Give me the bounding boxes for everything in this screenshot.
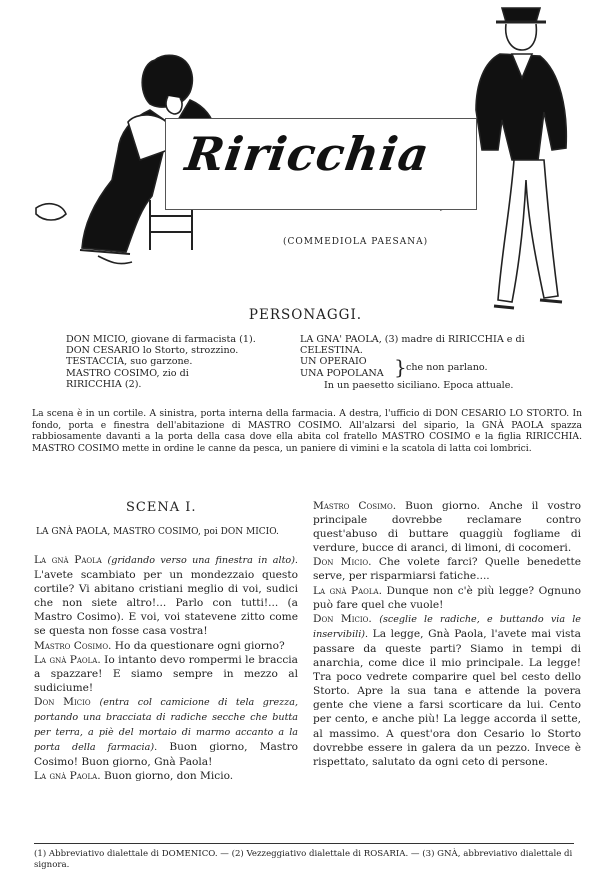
cast-item: DON MICIO, giovane di farmacista (1). [66, 334, 256, 345]
stage-direction-inline: (gridando verso una finestra in alto). [107, 555, 298, 566]
footnote-rule [34, 843, 574, 844]
speaker-name: Mastro Cosimo. [313, 500, 397, 512]
setting-line: In un paesetto siciliano. Epoca attuale. [324, 380, 514, 391]
cast-item: RIRICCHIA (2). [66, 378, 142, 390]
dialogue-column-left [34, 553, 298, 784]
cast-list-left [66, 334, 296, 390]
dialogue-text: Buon giorno, Mastro Cosimo! Buon giorno, Gnà Paola! [34, 741, 299, 769]
speaker-name: La gnà Paola. [313, 584, 382, 597]
speaker-name: Don Micio [34, 695, 91, 708]
speaker-name: La gnà Paola. [34, 770, 101, 783]
dialogue-text: Ho da questionare ogni giorno? [111, 639, 285, 652]
cast-item: UN OPERAIO [300, 356, 367, 368]
footnotes: (1) Abbreviativo dialettale di DOMENICO. — (2) Vezzeggiativo dialettale di ROSARIA. — (3) GNÀ, abbreviativo dialettale di signora. [34, 849, 573, 870]
dialogue-text: Buon giorno, don Micio. [100, 770, 234, 783]
dialogue-line [34, 639, 298, 653]
dialogue-line [313, 612, 581, 769]
dialogue-line [34, 769, 298, 783]
play-subtitle: (COMMEDIOLA PAESANA) [283, 237, 429, 247]
dialogue-line [34, 695, 298, 769]
dialogue-text: La legge, Gnà Paola, l'avete mai vista passare da queste parti? Siamo in tempi di anarchia, come dice il mio principale. La legge! Tra poco vedrete comparire quel bel cesto dello Storto. Apre la sua tana e attende la povera gente che viene a farsi scorticare da lui. Cento per cento, e anche più! La legge accorda il sette, al massimo. A quest'ora don Cesario lo Storto dovrebbe essere in galera da un pezzo. Invece è rispettato, salutato da ogni ceto di persone. [313, 627, 581, 768]
cast-item: LA GNA' PAOLA, (3) madre di RIRICCHIA e di [300, 334, 525, 345]
dialogue-line [34, 653, 298, 695]
speaker-name: Mastro Cosimo. [34, 639, 112, 652]
cast-note: che non parlano. [406, 362, 488, 373]
personaggi-heading: PERSONAGGI. [248, 307, 363, 323]
stage-direction-inline: (sceglie le radiche, e buttando via le inservibili). [313, 613, 581, 640]
speaker-name: La gnà Paola [34, 554, 102, 566]
stage-direction: La scena è in un cortile. A sinistra, porta interna della farmacia. A destra, l'ufficio di DON CESARIO LO STORTO. In fondo, porta e finestra dell'abitazione di MASTRO COSIMO. All'alzarsi del sipario, la GNÀ PAOLA spazza rabbiosamente davanti a la porta della casa dove ella abita col fratello MASTRO COSIMO e la figlia RIRICCHIA. MASTRO COSIMO mette in ordine le canne da pesca, un paniere di vimini e la scatola di latta coi lombrici. [32, 408, 582, 454]
dialogue-line [313, 499, 581, 555]
cast-item: UNA POPOLANA [300, 367, 384, 379]
dialogue-text: L'avete scambiato per un mondezzaio questo cortile? Vi abitano cristiani meglio di voi, sudici che non siete altro!... Parlo con tutti!... (a Mastro Cosimo). E voi, voi statevene zitto come se questa non fosse casa vostra! [34, 569, 298, 638]
stage-direction-inline: (entra col camicione di tela grezza, portando una bracciata di radiche secche che butta per terra, a piè del mortaio di marmo accanto a la porta della farmacia). [34, 696, 299, 754]
dialogue-column-right [313, 499, 581, 769]
dialogue-line [313, 584, 581, 612]
cast-item: DON CESARIO lo Storto, strozzino. [66, 345, 239, 357]
speaker-name: La gnà Paola. [34, 653, 101, 666]
play-title: Riricchia [182, 127, 433, 181]
dialogue-line [34, 553, 298, 639]
cast-item: MASTRO COSIMO, zio di [66, 367, 189, 379]
dialogue-text: Buon giorno. Anche il vostro principale dovrebbe reclamare contro quest'abuso di buttare quaggiù fogliame di verdure, bucce di aranci, di limoni, di cocomeri. [313, 500, 581, 555]
man-standing-illustration [476, 8, 566, 308]
dialogue-line [313, 555, 581, 583]
brace-glyph: } [394, 355, 407, 379]
cast-item: TESTACCIA, suo garzone. [66, 356, 193, 368]
scene-characters: LA GNÀ PAOLA, MASTRO COSIMO, poi DON MICIO. [36, 527, 279, 537]
cast-item: CELESTINA. [300, 345, 363, 357]
speaker-name: Don Micio. [313, 612, 372, 625]
dialogue-text: Dunque non c'è più legge? Ognuno può fare quel che vuole! [313, 584, 581, 611]
dialogue-text: Io intanto devo rompermi le braccia a spazzare! E siamo sempre in mezzo al sudiciume! [34, 653, 298, 694]
scene-title: SCENA I. [126, 500, 197, 515]
speaker-name: Don Micio. [313, 556, 372, 569]
dialogue-text: Che volete farci? Quelle benedette serve, per risparmiarsi fatiche.... [313, 556, 581, 583]
